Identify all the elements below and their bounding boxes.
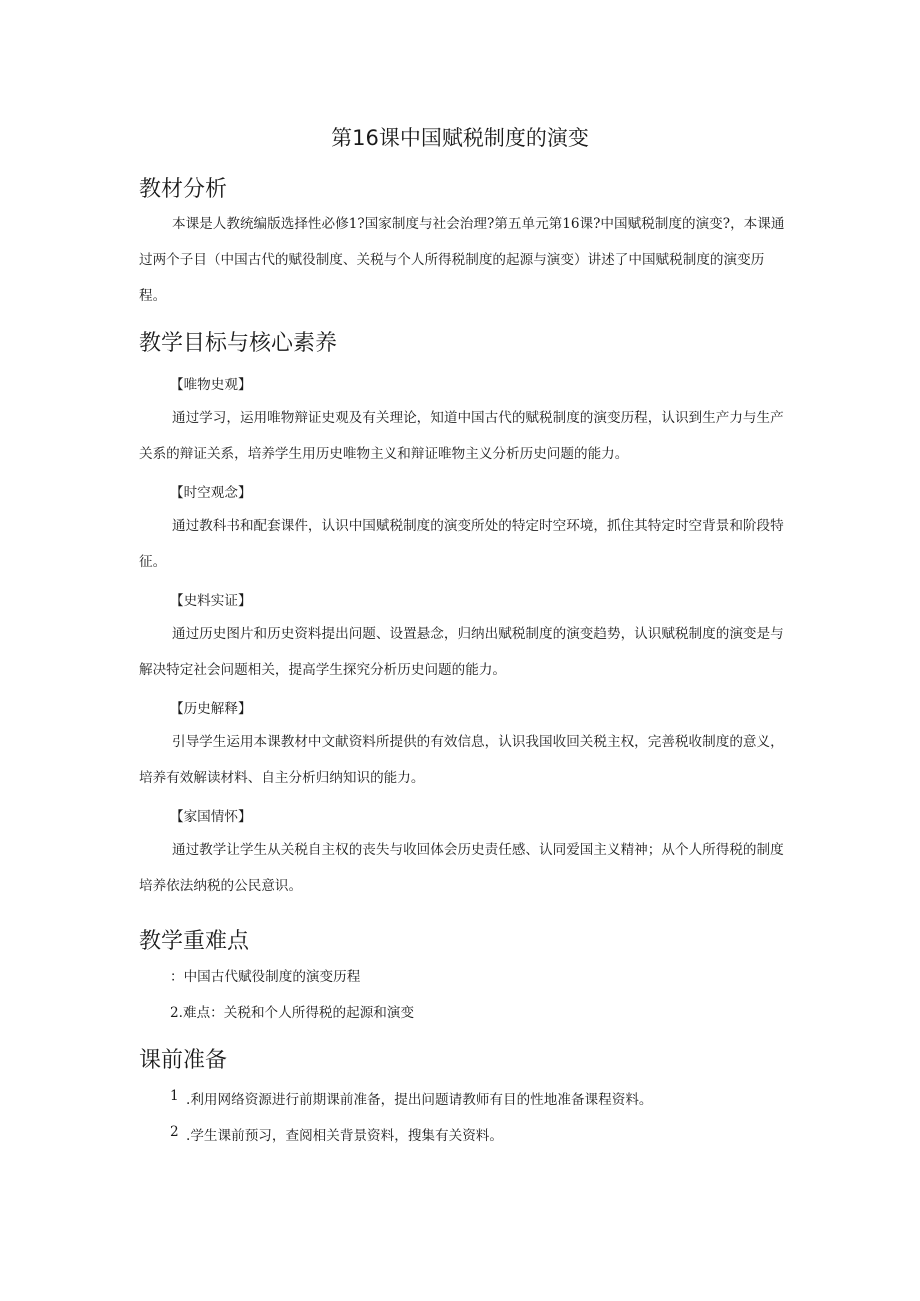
analysis-paragraph: 本课是人教统编版选择性必修1?国家制度与社会治理?第五单元第16课?中国赋税制度的演变?，本课通过两个子目（中国古代的赋役制度、关税与个人所得税制度的起源与演变）讲述了中国赋税制度的演变历程。 [139,216,785,304]
prep-item-2-number: 2 [170,1124,179,1140]
goal-tag-materialism: 【唯物史观】 [170,377,252,393]
goal-tag-evidence: 【史料实证】 [170,593,252,609]
prep-item-1-text: .利用网络资源进行前期课前准备，提出问题请教师有目的性地准备课程资料。 [186,1092,653,1108]
goal-text-evidence: 通过历史图片和历史资料提出问题、设置悬念，归纳出赋税制度的演变趋势，认识赋税制度的演变是与解决特定社会问题相关，提高学生探究分析历史问题的能力。 [139,626,784,678]
goal-tag-interpretation: 【历史解释】 [170,701,252,717]
goal-tag-spacetime: 【时空观念】 [170,485,252,501]
goal-text-interpretation: 引导学生运用本课教材中文献资料所提供的有效信息，认识我国收回关税主权，完善税收制度的意义，培养有效解读材料、自主分析归纳知识的能力。 [139,734,784,786]
heading-goals: 教学目标与核心素养 [139,331,338,356]
goal-tag-patriotism: 【家国情怀】 [170,809,252,825]
keypoint-item-2: 2.难点：关税和个人所得税的起源和演变 [170,1005,415,1021]
page-title: 第16课中国赋税制度的演变 [331,126,589,150]
prep-item-2-text: .学生课前预习，查阅相关背景资料，搜集有关资料。 [186,1128,503,1144]
keypoint-item-1: ：中国古代赋役制度的演变历程 [170,969,361,985]
heading-keypoints: 教学重难点 [139,929,250,954]
heading-prep: 课前准备 [139,1048,228,1073]
goal-text-spacetime: 通过教科书和配套课件，认识中国赋税制度的演变所处的特定时空环境，抓住其特定时空背景和阶段特征。 [139,518,784,570]
heading-analysis: 教材分析 [139,177,228,202]
goal-text-materialism: 通过学习，运用唯物辩证史观及有关理论，知道中国古代的赋税制度的演变历程，认识到生产力与生产关系的辩证关系，培养学生用历史唯物主义和辩证唯物主义分析历史问题的能力。 [139,410,784,462]
prep-item-1-number: 1 [170,1088,179,1104]
goal-text-patriotism: 通过教学让学生从关税自主权的丧失与收回体会历史责任感、认同爱国主义精神；从个人所得税的制度培养依法纳税的公民意识。 [139,842,784,894]
